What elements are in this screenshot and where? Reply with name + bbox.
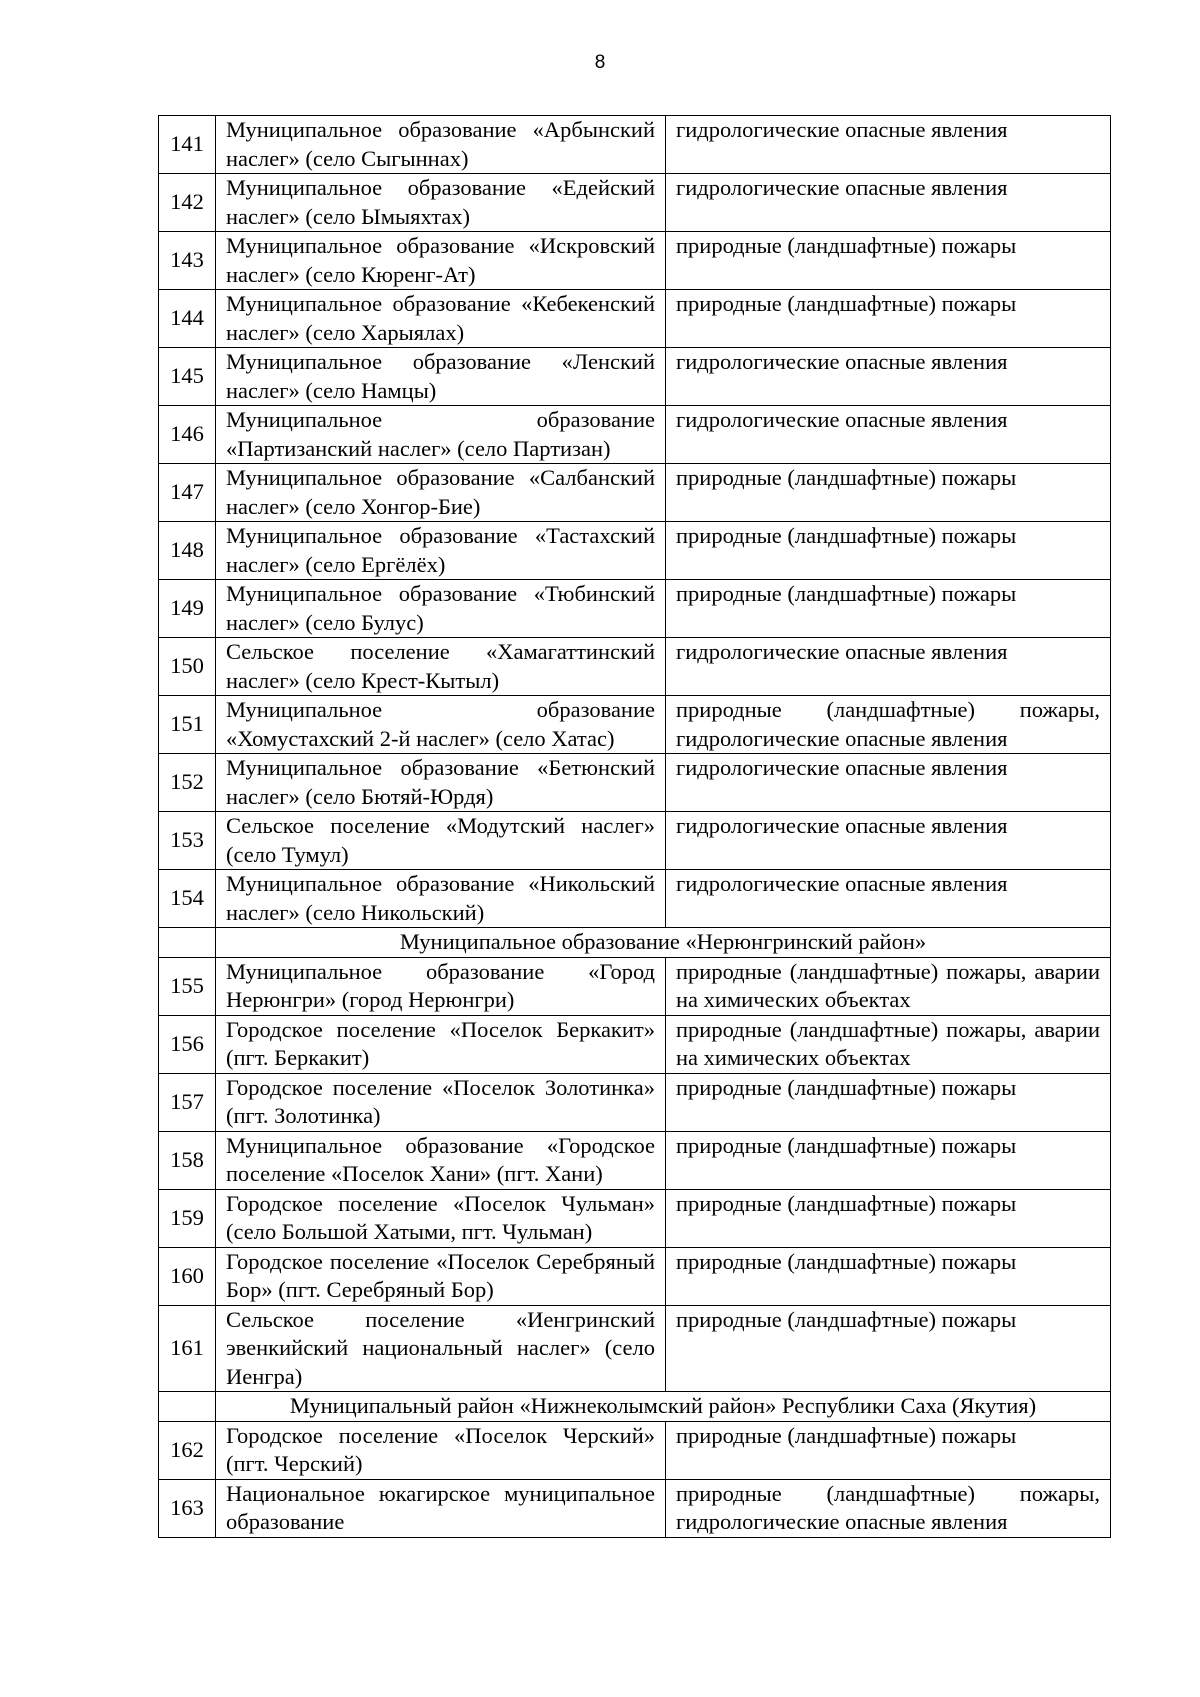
municipality-name: Городское поселение «Поселок Серебряный Бор» (пгт. Серебряный Бор)	[216, 1247, 666, 1305]
page-number: 8	[594, 52, 606, 73]
table-row	[159, 1305, 1111, 1392]
municipality-name: Городское поселение «Поселок Золотинка» (пгт. Золотинка)	[216, 1073, 666, 1131]
hazard-type: природные (ландшафтные) пожары, аварии на химических объектах	[666, 1015, 1111, 1073]
municipality-name: Сельское поселение «Модутский наслег» (село Тумул)	[216, 812, 666, 870]
table-body	[159, 116, 1111, 1538]
row-number: 151	[159, 696, 216, 754]
municipality-name: Муниципальное образование «Кебекенский наслег» (село Харыялах)	[216, 290, 666, 348]
row-number: 146	[159, 406, 216, 464]
table-row	[159, 870, 1111, 928]
row-number: 159	[159, 1189, 216, 1247]
table-row	[159, 812, 1111, 870]
table-row	[159, 464, 1111, 522]
hazard-type: гидрологические опасные явления	[666, 754, 1111, 812]
hazard-type: природные (ландшафтные) пожары	[666, 1131, 1111, 1189]
municipality-name: Муниципальное образование «Тастахский наслег» (село Ергёлёх)	[216, 522, 666, 580]
hazard-type: гидрологические опасные явления	[666, 174, 1111, 232]
municipality-name: Сельское поселение «Иенгринский эвенкийский национальный наслег» (село Иенгра)	[216, 1305, 666, 1392]
table-row	[159, 116, 1111, 174]
row-number: 150	[159, 638, 216, 696]
hazard-type: гидрологические опасные явления	[666, 870, 1111, 928]
hazard-type: гидрологические опасные явления	[666, 812, 1111, 870]
row-number: 163	[159, 1479, 216, 1537]
hazard-table	[158, 115, 1111, 1538]
row-number: 148	[159, 522, 216, 580]
table-row	[159, 1421, 1111, 1479]
row-number: 157	[159, 1073, 216, 1131]
hazard-type: природные (ландшафтные) пожары	[666, 1073, 1111, 1131]
row-number: 156	[159, 1015, 216, 1073]
table-row	[159, 1479, 1111, 1537]
hazard-type: природные (ландшафтные) пожары, гидрологические опасные явления	[666, 696, 1111, 754]
municipality-name: Городское поселение «Поселок Черский» (пгт. Черский)	[216, 1421, 666, 1479]
hazard-type: природные (ландшафтные) пожары	[666, 1247, 1111, 1305]
row-number: 154	[159, 870, 216, 928]
table-row	[159, 957, 1111, 1015]
hazard-type: гидрологические опасные явления	[666, 348, 1111, 406]
row-number: 144	[159, 290, 216, 348]
row-number: 162	[159, 1421, 216, 1479]
hazard-type: природные (ландшафтные) пожары	[666, 1421, 1111, 1479]
municipality-name: Муниципальное образование «Городское поселение «Поселок Хани» (пгт. Хани)	[216, 1131, 666, 1189]
table-row	[159, 1247, 1111, 1305]
municipality-name: Муниципальное образование «Ленский наслег» (село Намцы)	[216, 348, 666, 406]
hazard-type: природные (ландшафтные) пожары	[666, 1189, 1111, 1247]
municipality-name: Национальное юкагирское муниципальное образование	[216, 1479, 666, 1537]
row-number: 161	[159, 1305, 216, 1392]
municipality-name: Муниципальное образование «Бетюнский наслег» (село Бютяй-Юрдя)	[216, 754, 666, 812]
table-row	[159, 1073, 1111, 1131]
row-number: 145	[159, 348, 216, 406]
hazard-type: природные (ландшафтные) пожары, аварии на химических объектах	[666, 957, 1111, 1015]
municipality-name: Городское поселение «Поселок Чульман» (село Большой Хатыми, пгт. Чульман)	[216, 1189, 666, 1247]
municipality-name: Муниципальное образование «Салбанский наслег» (село Хонгор-Бие)	[216, 464, 666, 522]
municipality-name: Муниципальное образование «Партизанский наслег» (село Партизан)	[216, 406, 666, 464]
municipality-name: Муниципальное образование «Искровский наслег» (село Кюренг-Ат)	[216, 232, 666, 290]
hazard-type: природные (ландшафтные) пожары	[666, 464, 1111, 522]
row-number: 142	[159, 174, 216, 232]
municipality-name: Муниципальное образование «Хомустахский 2-й наслег» (село Хатас)	[216, 696, 666, 754]
section-header-row	[159, 1392, 1111, 1422]
hazard-type: природные (ландшафтные) пожары	[666, 522, 1111, 580]
table-row	[159, 580, 1111, 638]
table-row	[159, 1131, 1111, 1189]
municipality-name: Муниципальное образование «Никольский наслег» (село Никольский)	[216, 870, 666, 928]
hazard-type: природные (ландшафтные) пожары	[666, 1305, 1111, 1392]
municipality-name: Муниципальное образование «Тюбинский наслег» (село Булус)	[216, 580, 666, 638]
municipality-name: Муниципальное образование «Город Нерюнгри» (город Нерюнгри)	[216, 957, 666, 1015]
table-row	[159, 754, 1111, 812]
table-row	[159, 1189, 1111, 1247]
hazard-type: природные (ландшафтные) пожары	[666, 580, 1111, 638]
municipality-name: Городское поселение «Поселок Беркакит» (пгт. Беркакит)	[216, 1015, 666, 1073]
row-number: 153	[159, 812, 216, 870]
section-number-cell	[159, 928, 216, 958]
table-row	[159, 174, 1111, 232]
table-row	[159, 1015, 1111, 1073]
row-number: 152	[159, 754, 216, 812]
table-row	[159, 290, 1111, 348]
row-number: 158	[159, 1131, 216, 1189]
row-number: 160	[159, 1247, 216, 1305]
table-row	[159, 232, 1111, 290]
hazard-type: природные (ландшафтные) пожары	[666, 290, 1111, 348]
row-number: 141	[159, 116, 216, 174]
row-number: 155	[159, 957, 216, 1015]
section-header-row	[159, 928, 1111, 958]
section-title: Муниципальное образование «Нерюнгринский район»	[216, 928, 1111, 958]
row-number: 149	[159, 580, 216, 638]
municipality-name: Муниципальное образование «Едейский наслег» (село Ымыяхтах)	[216, 174, 666, 232]
municipality-name: Муниципальное образование «Арбынский наслег» (село Сыгыннах)	[216, 116, 666, 174]
table-row	[159, 348, 1111, 406]
row-number: 143	[159, 232, 216, 290]
hazard-type: гидрологические опасные явления	[666, 406, 1111, 464]
hazard-type: гидрологические опасные явления	[666, 116, 1111, 174]
table-row	[159, 406, 1111, 464]
section-title: Муниципальный район «Нижнеколымский район» Республики Саха (Якутия)	[216, 1392, 1111, 1422]
table-row	[159, 638, 1111, 696]
hazard-type: природные (ландшафтные) пожары	[666, 232, 1111, 290]
table-row	[159, 522, 1111, 580]
hazard-type: природные (ландшафтные) пожары, гидрологические опасные явления	[666, 1479, 1111, 1537]
table-row	[159, 696, 1111, 754]
hazard-type: гидрологические опасные явления	[666, 638, 1111, 696]
row-number: 147	[159, 464, 216, 522]
section-number-cell	[159, 1392, 216, 1422]
municipality-name: Сельское поселение «Хамагаттинский наслег» (село Крест-Кытыл)	[216, 638, 666, 696]
